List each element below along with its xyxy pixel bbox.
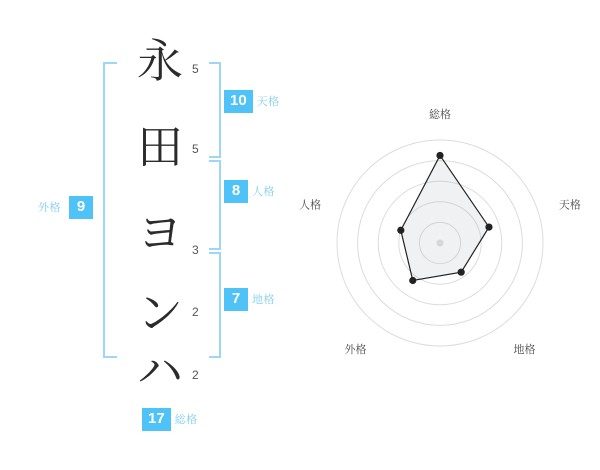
total-score-label: 総格 bbox=[174, 414, 198, 427]
total-score-group bbox=[142, 408, 198, 431]
jinkaku-bracket bbox=[209, 160, 221, 250]
stroke-count: 2 bbox=[192, 305, 199, 319]
total-score-value: 17 bbox=[142, 408, 171, 431]
chikaku-score-group bbox=[224, 288, 275, 311]
name-character: ヨ bbox=[137, 206, 183, 260]
radar-chart-panel bbox=[299, 0, 600, 470]
name-character: 永 bbox=[137, 34, 183, 88]
tenkaku-score-label: 天格 bbox=[256, 96, 280, 109]
name-character: 田 bbox=[137, 120, 183, 174]
name-character: ン bbox=[137, 286, 183, 340]
tenkaku-bracket bbox=[209, 62, 221, 158]
outer-score-group bbox=[38, 196, 93, 219]
radar-axis-label: 人格 bbox=[299, 199, 322, 212]
radar-axis-label: 天格 bbox=[558, 199, 581, 212]
stroke-count: 5 bbox=[192, 62, 199, 76]
outer-score-value: 9 bbox=[69, 196, 93, 219]
radar-axis-label: 総格 bbox=[429, 109, 451, 121]
jinkaku-score-label: 人格 bbox=[252, 186, 275, 199]
outer-score-label: 外格 bbox=[38, 202, 61, 215]
radar-axis-label: 地格 bbox=[513, 344, 536, 357]
name-character: ハ bbox=[137, 344, 183, 398]
tenkaku-score-value: 10 bbox=[224, 90, 253, 113]
tenkaku-score-group bbox=[224, 90, 280, 113]
stroke-count: 5 bbox=[192, 142, 199, 156]
radar-series bbox=[397, 152, 492, 284]
jinkaku-score-value: 8 bbox=[224, 180, 248, 203]
jinkaku-score-group bbox=[224, 180, 275, 203]
stroke-count: 3 bbox=[192, 243, 199, 257]
radar-chart-svg bbox=[299, 0, 600, 470]
radar-axis-label: 外格 bbox=[344, 344, 367, 357]
outer-格-bracket bbox=[103, 62, 117, 358]
chikaku-bracket bbox=[209, 252, 221, 358]
chikaku-score-label: 地格 bbox=[252, 294, 275, 307]
chikaku-score-value: 7 bbox=[224, 288, 248, 311]
stroke-count: 2 bbox=[192, 368, 199, 382]
